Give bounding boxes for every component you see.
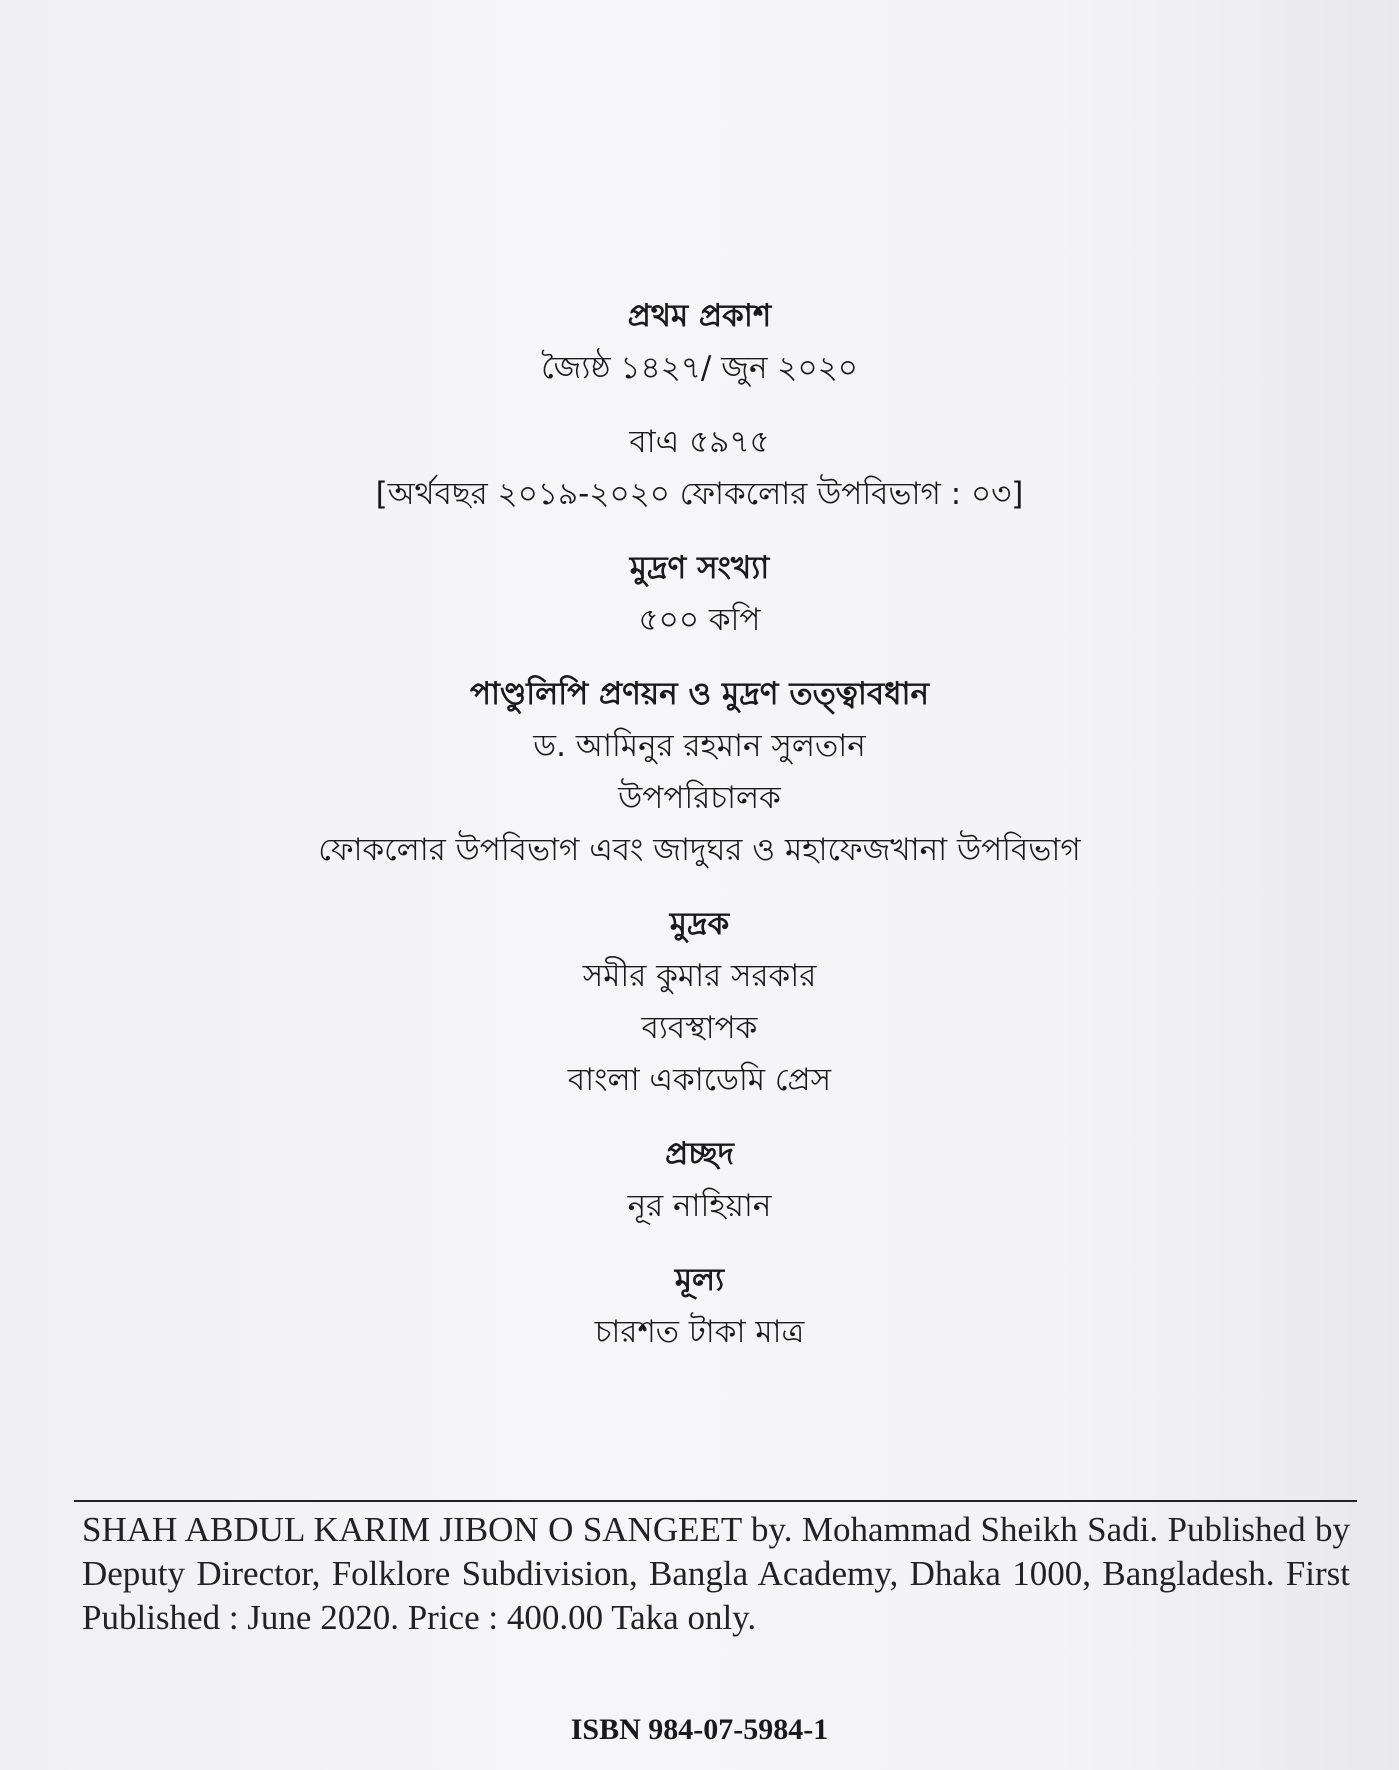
cover-artist: নূর নাহিয়ান (627, 1188, 772, 1224)
supervisor-department: ফোকলোর উপবিভাগ এবং জাদুঘর ও মহাফেজখানা উপবিভাগ (318, 832, 1081, 868)
isbn-number: ISBN 984-07-5984-1 (570, 1713, 829, 1746)
spacer (0, 520, 1399, 542)
print-run-value: ৫০০ কপি (638, 602, 761, 638)
first-edition-heading: প্রথম প্রকাশ (627, 298, 772, 334)
first-edition-date: জ্যৈষ্ঠ ১৪২৭/ জুন ২০২০ (541, 350, 858, 386)
divider-line (74, 1500, 1357, 1502)
fiscal-note: [অর্থবছর ২০১৯-২০২০ ফোকলোর উপবিভাগ : ০৩] (375, 476, 1024, 512)
supervisor-name: ড. আমিনুর রহমান সুলতান (533, 728, 866, 764)
supervision-heading: পাণ্ডুলিপি প্রণয়ন ও মুদ্রণ তত্ত্বাবধান (469, 676, 930, 712)
price-value: চারশত টাকা মাত্র (594, 1314, 805, 1350)
price-heading: মূল্য (674, 1262, 725, 1298)
printer-heading: মুদ্রক (669, 906, 730, 942)
printer-press: বাংলা একাডেমি প্রেস (567, 1062, 832, 1098)
printer-title: ব্যবস্থাপক (641, 1010, 758, 1046)
spacer (0, 876, 1399, 898)
credits-block (0, 290, 1399, 1358)
spacer (0, 646, 1399, 668)
spacer (0, 394, 1399, 416)
spacer (0, 1232, 1399, 1254)
printer-name: সমীর কুমার সরকার (582, 958, 817, 994)
spacer (0, 1106, 1399, 1128)
series-number: বাএ ৫৯৭৫ (629, 424, 770, 460)
english-imprint: SHAH ABDUL KARIM JIBON O SANGEET by. Mohammad Sheikh Sadi. Published by Deputy Director, Folklore Subdivision, Bangla Academy, Dhaka 1000, Bangladesh. First Published : June 2020. Price : 400.00 Taka only. (82, 1510, 1350, 1637)
supervisor-title: উপপরিচালক (618, 780, 781, 816)
print-run-heading: মুদ্রণ সংখ্যা (629, 550, 770, 586)
cover-heading: প্রচ্ছদ (665, 1136, 734, 1172)
